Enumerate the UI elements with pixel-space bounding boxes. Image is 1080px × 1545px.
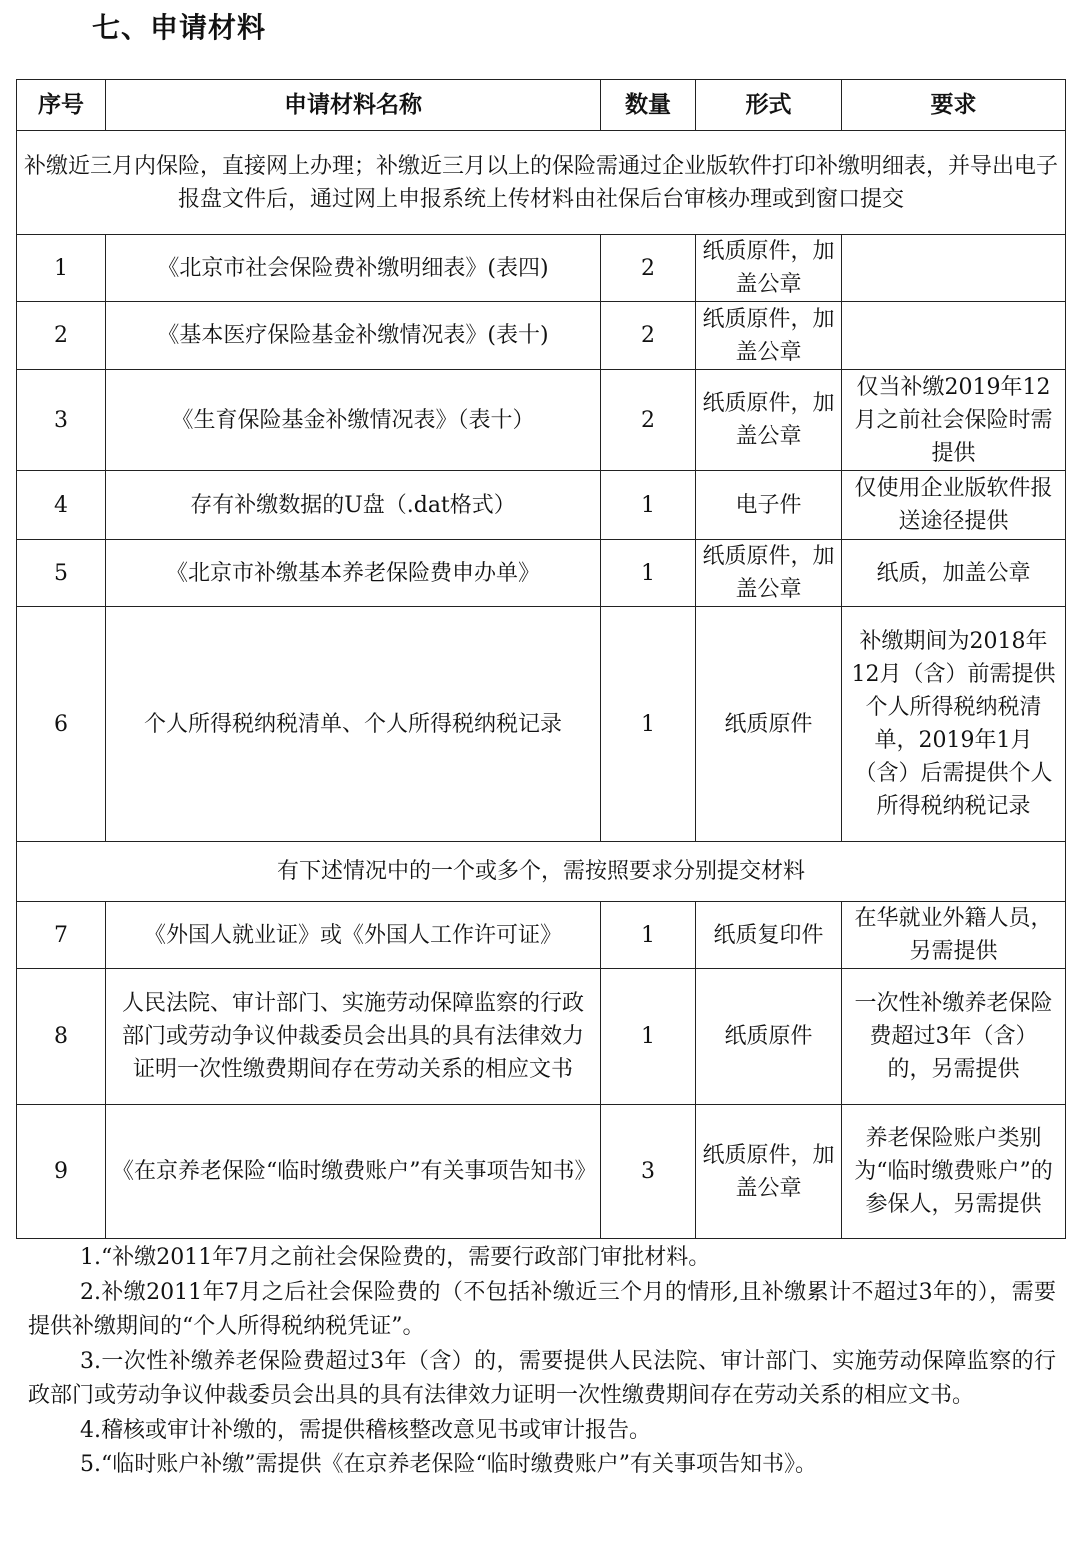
table-row <box>17 370 1066 471</box>
row-requirement <box>842 235 1066 302</box>
row-quantity: 1 <box>601 969 696 1105</box>
table-row <box>17 607 1066 842</box>
row-requirement: 仅当补缴2019年12月之前社会保险时需提供 <box>842 370 1066 471</box>
row-form: 纸质原件，加盖公章 <box>696 540 842 607</box>
row-quantity: 1 <box>601 471 696 540</box>
table-row <box>17 540 1066 607</box>
row-quantity: 2 <box>601 370 696 471</box>
note-item: 1.“补缴2011年7月之前社会保险费的，需要行政部门审批材料。 <box>80 1245 711 1270</box>
header-index: 序号 <box>17 80 106 131</box>
header-requirement: 要求 <box>842 80 1066 131</box>
note-item: 3.一次性补缴养老保险费超过3年（含）的，需要提供人民法院、审计部门、实施劳动保障监察的行政部门或劳动争议仲裁委员会出具的具有法律效力证明一次性缴费期间存在劳动关系的相应文书。 <box>28 1348 1056 1408</box>
row-index: 3 <box>17 370 106 471</box>
row-form: 纸质原件 <box>696 969 842 1105</box>
note-item: 4.稽核或审计补缴的，需提供稽核整改意见书或审计报告。 <box>80 1417 651 1443</box>
row-requirement: 在华就业外籍人员，另需提供 <box>842 902 1066 969</box>
row-form: 纸质原件，加盖公章 <box>696 370 842 471</box>
row-requirement: 养老保险账户类别为“临时缴费账户”的参保人，另需提供 <box>842 1105 1066 1239</box>
table-row <box>17 302 1066 370</box>
row-index: 8 <box>17 969 106 1105</box>
row-index: 7 <box>17 902 106 969</box>
note-item: 2.补缴2011年7月之后社会保险费的（不包括补缴近三个月的情形,且补缴累计不超过3年的），需要提供补缴期间的“个人所得税纳税凭证”。 <box>28 1279 1056 1339</box>
row-form: 纸质复印件 <box>696 902 842 969</box>
row-quantity: 1 <box>601 607 696 842</box>
row-name: 《基本医疗保险基金补缴情况表》(表十) <box>106 302 601 370</box>
row-index: 4 <box>17 471 106 540</box>
header-name: 申请材料名称 <box>106 80 601 131</box>
row-name: 《生育保险基金补缴情况表》（表十） <box>106 370 601 471</box>
row-requirement: 补缴期间为2018年12月（含）前需提供个人所得税纳税清单，2019年1月（含）后需提供个人所得税纳税记录 <box>842 607 1066 842</box>
row-name: 个人所得税纳税清单、个人所得税纳税记录 <box>106 607 601 842</box>
row-quantity: 2 <box>601 235 696 302</box>
note-item: 5.“临时账户补缴”需提供《在京养老保险“临时缴费账户”有关事项告知书》。 <box>80 1452 817 1477</box>
row-quantity: 2 <box>601 302 696 370</box>
row-quantity: 3 <box>601 1105 696 1239</box>
table-row <box>17 902 1066 969</box>
row-name: 《北京市社会保险费补缴明细表》(表四) <box>106 235 601 302</box>
notes-section <box>28 1241 1056 1483</box>
row-name: 存有补缴数据的U盘（.dat格式） <box>106 471 601 540</box>
row-requirement: 纸质，加盖公章 <box>842 540 1066 607</box>
intro-note: 补缴近三月内保险，直接网上办理；补缴近三月以上的保险需通过企业版软件打印补缴明细表，并导出电子报盘文件后，通过网上申报系统上传材料由社保后台审核办理或到窗口提交 <box>17 131 1066 235</box>
row-quantity: 1 <box>601 902 696 969</box>
row-quantity: 1 <box>601 540 696 607</box>
row-form: 纸质原件，加盖公章 <box>696 302 842 370</box>
conditional-note-row <box>17 842 1066 902</box>
header-quantity: 数量 <box>601 80 696 131</box>
row-form: 纸质原件，加盖公章 <box>696 235 842 302</box>
row-index: 1 <box>17 235 106 302</box>
row-form: 纸质原件 <box>696 607 842 842</box>
table-row <box>17 235 1066 302</box>
row-name: 人民法院、审计部门、实施劳动保障监察的行政部门或劳动争议仲裁委员会出具的具有法律效力证明一次性缴费期间存在劳动关系的相应文书 <box>106 969 601 1105</box>
row-index: 6 <box>17 607 106 842</box>
row-index: 5 <box>17 540 106 607</box>
row-index: 9 <box>17 1105 106 1239</box>
conditional-note: 有下述情况中的一个或多个，需按照要求分别提交材料 <box>17 842 1066 902</box>
row-name: 《外国人就业证》或《外国人工作许可证》 <box>106 902 601 969</box>
row-requirement: 仅使用企业版软件报送途径提供 <box>842 471 1066 540</box>
row-requirement: 一次性补缴养老保险费超过3年（含）的，另需提供 <box>842 969 1066 1105</box>
row-requirement <box>842 302 1066 370</box>
table-row <box>17 969 1066 1105</box>
row-form: 纸质原件，加盖公章 <box>696 1105 842 1239</box>
row-name: 《北京市补缴基本养老保险费申办单》 <box>106 540 601 607</box>
table-row <box>17 1105 1066 1239</box>
materials-table <box>16 79 1066 1239</box>
row-index: 2 <box>17 302 106 370</box>
row-name: 《在京养老保险“临时缴费账户”有关事项告知书》 <box>106 1105 601 1239</box>
table-header-row <box>17 80 1066 131</box>
intro-note-row <box>17 131 1066 235</box>
section-title: 七、申请材料 <box>92 11 267 44</box>
header-form: 形式 <box>696 80 842 131</box>
row-form: 电子件 <box>696 471 842 540</box>
table-row <box>17 471 1066 540</box>
